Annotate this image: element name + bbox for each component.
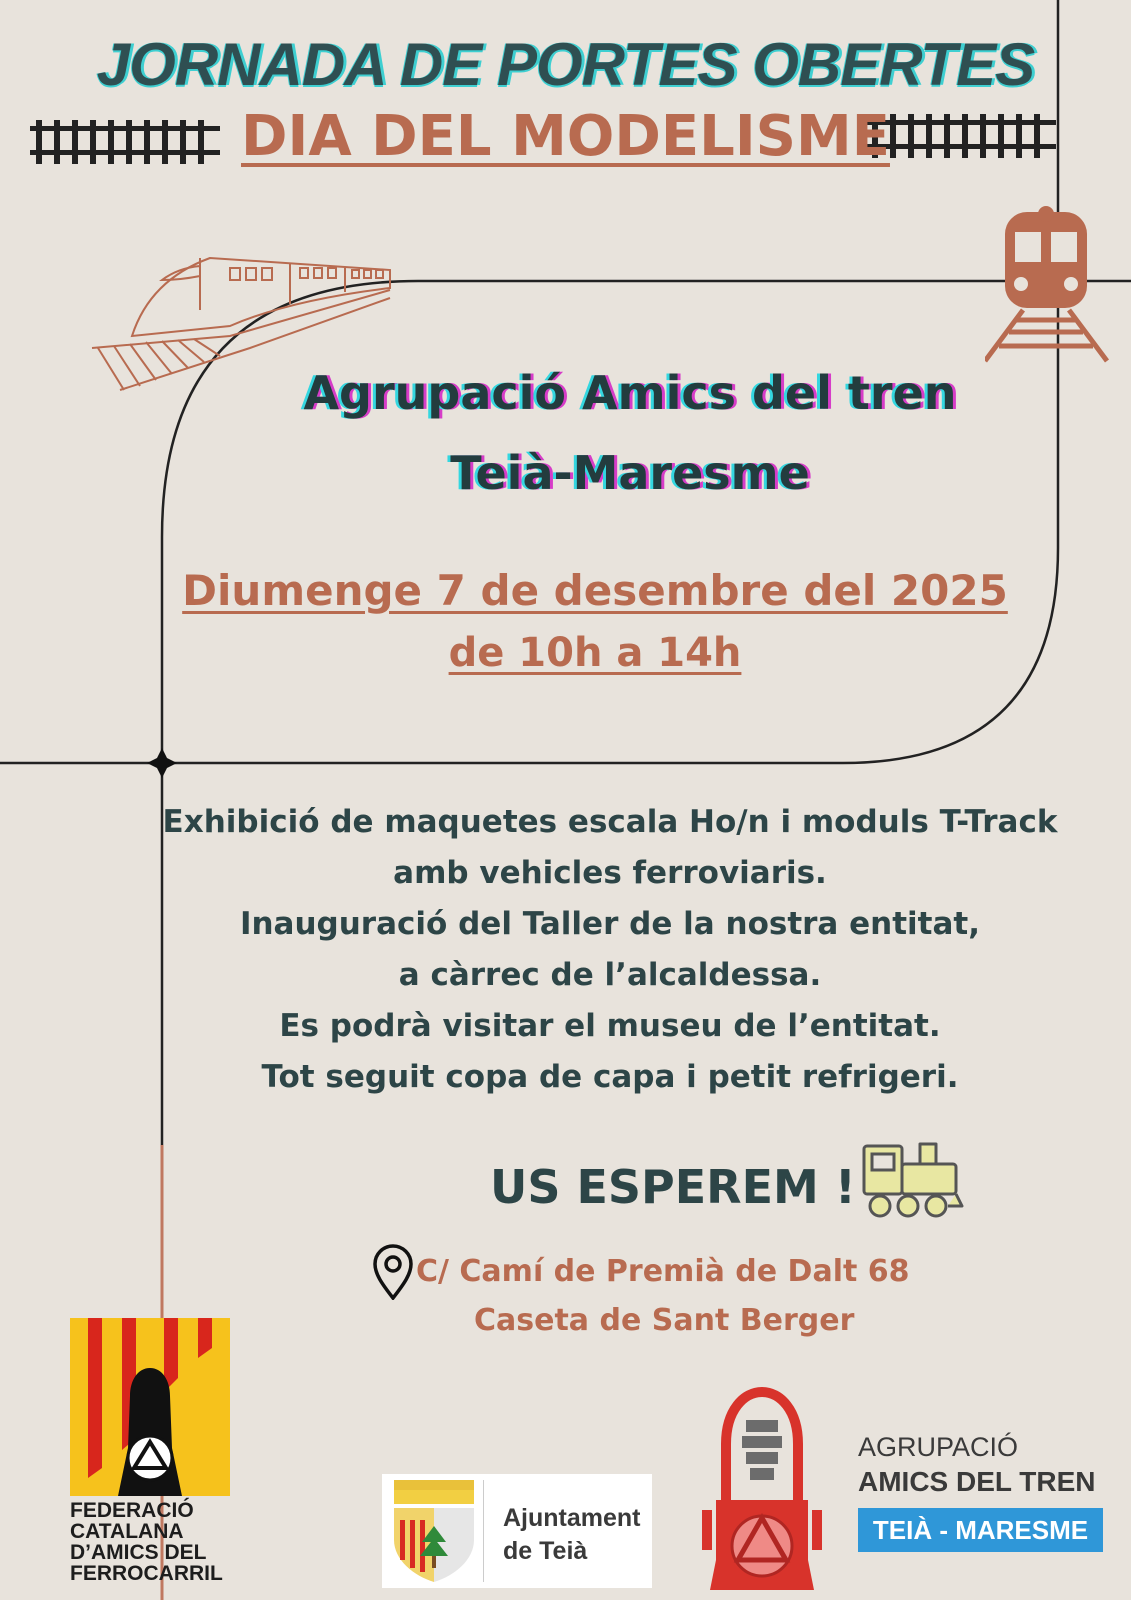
address-line-2: Caseta de Sant Berger xyxy=(474,1303,855,1338)
organizer-name: Agrupació Amics del tren xyxy=(303,366,957,420)
location-pin-icon xyxy=(372,1244,414,1300)
description-line: amb vehicles ferroviaris. xyxy=(393,855,827,891)
description-line: Tot seguit copa de capa i petit refrigeri. xyxy=(261,1059,959,1095)
agrupacio-name: AMICS DEL TREN xyxy=(858,1466,1096,1497)
event-time: de 10h a 14h xyxy=(448,630,742,676)
description-line: a càrrec de l’alcaldessa. xyxy=(398,957,822,993)
federation-name: FEDERACIÓ CATALANA D’AMICS DEL FERROCARRIL xyxy=(70,1499,223,1585)
description-line: Es podrà visitar el museu de l’entitat. xyxy=(279,1008,941,1044)
description-line: Exhibició de maquetes escala Ho/n i moduls T-Track xyxy=(162,804,1058,840)
toy-train-icon xyxy=(860,1140,964,1222)
train-front-icon xyxy=(985,206,1119,364)
page-title: JORNADA DE PORTES OBERTES xyxy=(96,31,1035,98)
description-line: Inauguració del Taller de la nostra entitat, xyxy=(239,906,981,942)
organizer-location: Teià-Maresme xyxy=(450,446,810,500)
ajuntament-name: Ajuntament de Teià xyxy=(503,1504,641,1565)
ajuntament-crest-icon xyxy=(386,1480,486,1588)
federation-logo xyxy=(70,1318,230,1496)
ajuntament-divider xyxy=(483,1480,484,1582)
closing-text: US ESPEREM ! xyxy=(490,1160,856,1214)
agrupacio-location-badge: TEIÀ - MARESME xyxy=(858,1508,1103,1552)
event-date: Diumenge 7 de desembre del 2025 xyxy=(182,566,1008,615)
lantern-logo-icon xyxy=(702,1384,822,1590)
page-subtitle: DIA DEL MODELISME xyxy=(241,104,890,169)
agrupacio-label: AGRUPACIÓ xyxy=(858,1432,1019,1462)
address-line-1: C/ Camí de Premià de Dalt 68 xyxy=(416,1254,910,1289)
